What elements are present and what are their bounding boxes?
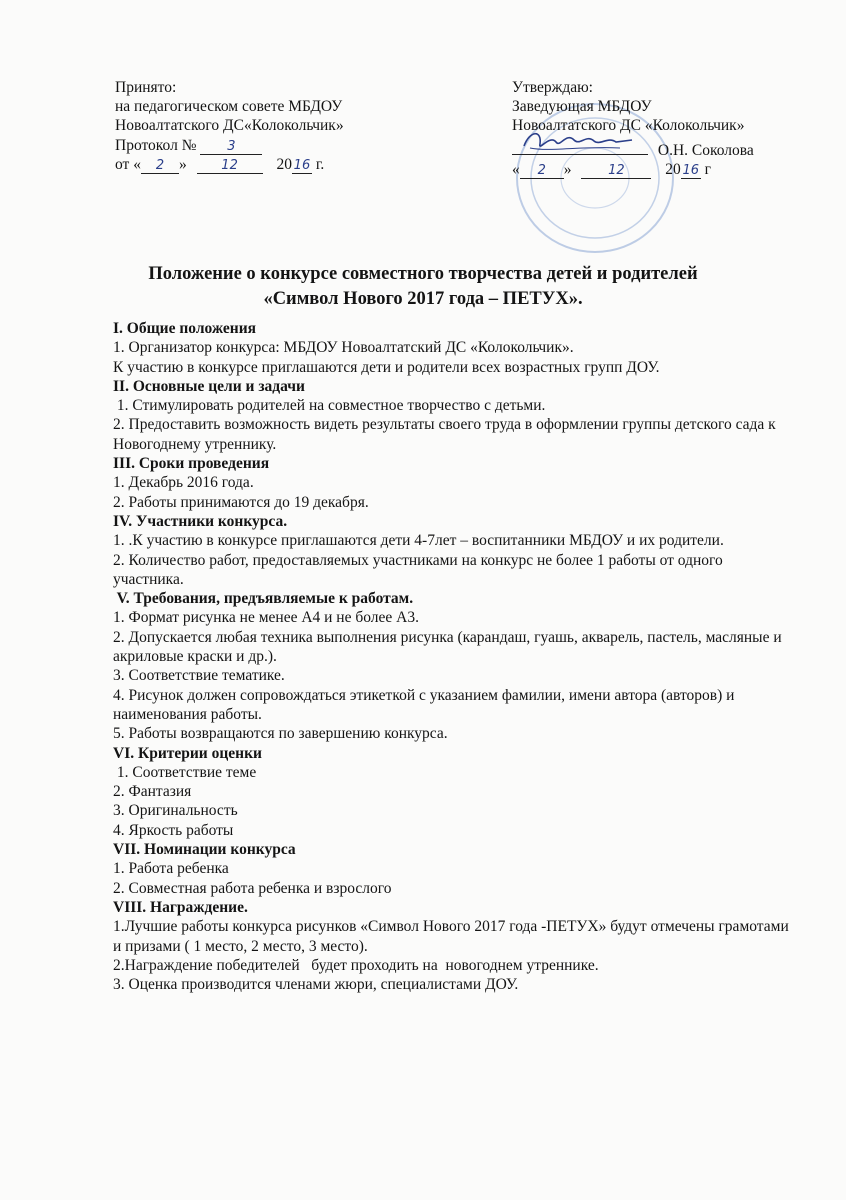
section-heading: VIII. Награждение. <box>113 898 248 916</box>
section-item: 4. Яркость работы <box>113 821 234 839</box>
year-prefix-left: 20 <box>276 155 292 173</box>
date-line-left <box>115 155 445 174</box>
section-heading: II. Основные цели и задачи <box>113 377 305 395</box>
section-item: 1.Лучшие работы конкурса рисунков «Символ Нового 2017 года -ПЕТУХ» будут отмечены грамотами и призами ( 1 место, 2 место, 3 место). <box>113 918 789 955</box>
section-item: 1. Соответствие теме <box>113 763 257 781</box>
date-month-right: 12 <box>581 163 651 179</box>
section-item: 3. Оценка производится членами жюри, специалистами ДОУ. <box>113 976 519 994</box>
section-item: 1. Стимулировать родителей на совместное творчество с детьми. <box>113 397 546 415</box>
date-day-left: 2 <box>141 158 179 174</box>
date-prefix-right: « <box>512 160 520 178</box>
section-item: 2. Работы принимаются до 19 декабря. <box>113 493 369 511</box>
council-line: на педагогическом совете МБДОУ <box>115 98 343 116</box>
org-line-right: Новоалтатского ДС «Колокольчик» <box>512 117 745 135</box>
signature-line <box>512 136 812 160</box>
section-item: 1. .К участию в конкурсе приглашаются дети 4-7лет – воспитанники МБДОУ и их родители. <box>113 532 724 550</box>
date-prefix-left: от « <box>115 155 141 173</box>
signer-name: О.Н. Соколова <box>657 141 754 159</box>
date-mid-right: » <box>563 160 572 178</box>
signature-icon <box>512 136 648 155</box>
year-suffix-right: 16 <box>682 162 700 178</box>
section-heading: VII. Номинации конкурса <box>113 841 296 859</box>
approval-block-left <box>115 78 445 174</box>
approval-block-right <box>512 78 812 179</box>
section-dates <box>113 454 793 512</box>
section-heading: III. Сроки проведения <box>113 455 270 473</box>
year-unit-left: г. <box>311 155 325 173</box>
year-prefix-right: 20 <box>665 160 681 178</box>
section-nominations <box>113 840 793 898</box>
section-item: 1. Формат рисунка не менее А4 и не более А3. <box>113 609 419 627</box>
section-participants <box>113 512 793 589</box>
section-heading: I. Общие положения <box>113 320 257 337</box>
section-item: 2. Предоставить возможность видеть результаты своего труда в оформлении группы детского сада к Новогоднему утреннику. <box>113 416 776 453</box>
document-body <box>113 319 793 994</box>
accepted-label: Принято: <box>115 79 177 96</box>
section-item: 2. Совместная работа ребенка и взрослого <box>113 879 392 897</box>
section-item: 1. Организатор конкурса: МБДОУ Новоалтатский ДС «Колокольчик». <box>113 339 574 357</box>
section-item: 4. Рисунок должен сопровождаться этикеткой с указанием фамилии, имени автора (авторов) и наименования работы. <box>113 686 735 723</box>
section-item: 1. Декабрь 2016 года. <box>113 474 254 492</box>
protocol-line <box>115 136 445 155</box>
section-criteria <box>113 744 793 840</box>
section-item: 2. Допускается любая техника выполнения рисунка (карандаш, гуашь, акварель, пастель, масляные и акриловые краски и др.). <box>113 628 782 666</box>
title-line-1: Положение о конкурсе совместного творчества детей и родителей <box>148 264 698 284</box>
section-item: 5. Работы возвращаются по завершению конкурса. <box>113 725 448 743</box>
protocol-number: 3 <box>200 139 262 155</box>
approve-label: Утверждаю: <box>512 79 593 96</box>
section-goals <box>113 377 793 454</box>
date-line-right <box>512 160 812 179</box>
protocol-label: Протокол № <box>115 136 197 154</box>
title-line-2: «Символ Нового 2017 года – ПЕТУХ». <box>263 289 583 309</box>
section-general <box>113 319 793 377</box>
section-item: 2.Награждение победителей будет проходить на новогоднем утреннике. <box>113 956 599 974</box>
section-item: 3. Соответствие тематике. <box>113 667 285 685</box>
date-day-right: 2 <box>520 163 564 179</box>
section-heading: IV. Участники конкурса. <box>113 512 288 530</box>
section-item: 2. Количество работ, предоставляемых участниками на конкурс не более 1 работы от одного участника. <box>113 551 723 588</box>
position-line: Заведующая МБДОУ <box>512 98 652 116</box>
date-mid-left: » <box>178 155 187 173</box>
section-item: К участию в конкурсе приглашаются дети и родители всех возрастных групп ДОУ. <box>113 358 660 376</box>
org-line-left: Новоалтатского ДС«Колокольчик» <box>115 117 344 135</box>
section-requirements <box>113 589 793 743</box>
year-unit-right: г <box>700 160 711 178</box>
section-item: 1. Работа ребенка <box>113 860 229 878</box>
section-item: 2. Фантазия <box>113 783 192 801</box>
section-awards <box>113 898 793 994</box>
section-heading: VI. Критерии оценки <box>113 744 262 762</box>
document-title <box>0 262 846 312</box>
year-suffix-left: 16 <box>293 157 311 173</box>
date-month-left: 12 <box>197 158 263 174</box>
section-heading: V. Требования, предъявляемые к работам. <box>113 590 414 608</box>
section-item: 3. Оригинальность <box>113 802 238 820</box>
